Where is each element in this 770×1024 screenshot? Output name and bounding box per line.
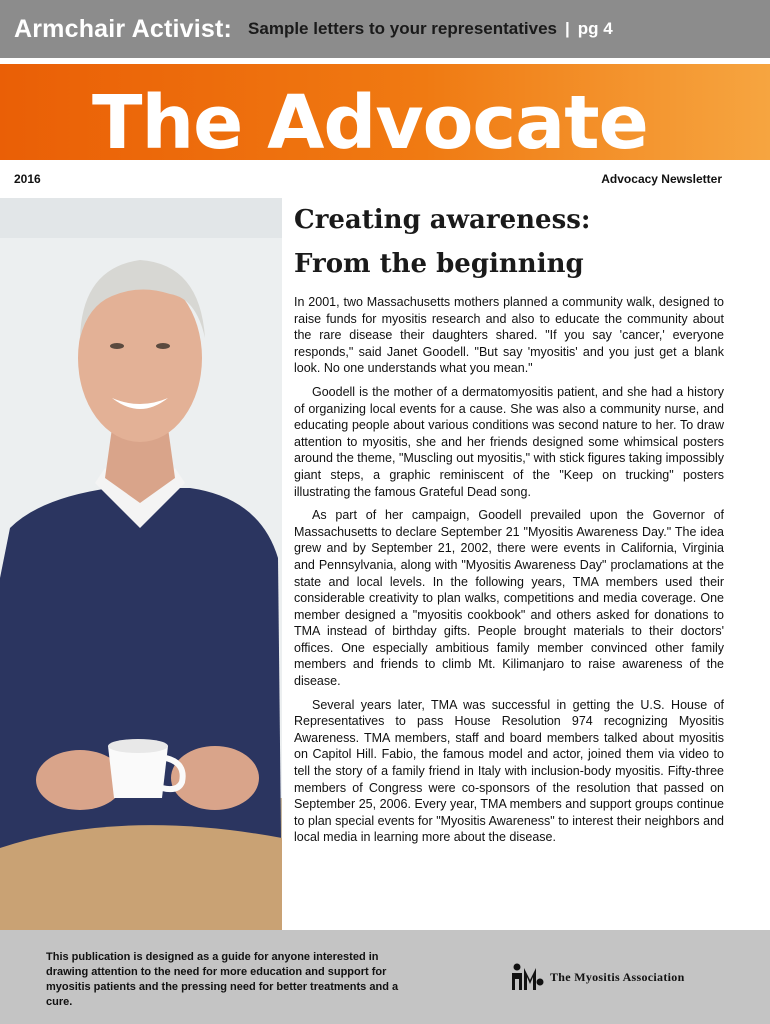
organization-logo (510, 962, 685, 992)
article-body (294, 294, 724, 846)
man-with-coffee-cup-photo (0, 198, 282, 930)
series-title: Armchair Activist: (14, 14, 233, 43)
organization-name: The Myositis Association (550, 969, 685, 984)
headline-line-2: From the beginning (294, 249, 584, 279)
page-number: pg 4 (577, 19, 613, 38)
issue-year: 2016 (14, 172, 41, 186)
article-paragraph: In 2001, two Massachusetts mothers planned a community walk, designed to raise funds for myositis research and also to educate the community about the rare disease their daughters shared. "If you say 'cancer,' everyone responds," said Janet Goodell. "But say 'myositis' and you just get a blank look. No one understands what you mean." (294, 295, 724, 376)
article-paragraph: Goodell is the mother of a dermatomyositis patient, and she had a history of organizing local events for a cause. She was also a community nurse, and educating people about various conditions was second nature to her. To draw attention to myositis, she and her friends designed some whimsical posters around the theme, "Muscling out myositis," with stick figures taking impossibly giant steps, a graphic reminiscent of the "Keep on trucking" posters illustrating the famous Grateful Dead song. (294, 384, 724, 499)
newsletter-title: The Advocate (92, 80, 648, 160)
date-row (0, 160, 770, 198)
headline-line-1: Creating awareness: (294, 205, 591, 235)
article (294, 198, 724, 853)
photo-illustration (0, 198, 282, 930)
header-bar (0, 0, 770, 58)
footer (0, 930, 770, 1024)
series-subtitle: Sample letters to your representatives (248, 19, 557, 38)
header-separator: | (565, 19, 570, 38)
footer-note: This publication is designed as a guide for anyone interested in drawing attention to the need for more education and support for myositis patients and the pressing need for better treatments and a cure. (46, 951, 399, 1008)
myositis-association-logo-icon (510, 962, 544, 992)
article-paragraph: Several years later, TMA was successful in getting the U.S. House of Representatives to pass House Resolution 974 recognizing Myositis Awareness. TMA members, staff and board members talked about myositis on Capitol Hill. Fabio, the famous model and actor, joined them via video to tell the story of a family friend in Italy with inclusion-body myositis. Fifty-three members of Congress were co-sponsors of the resolution that passed on September 25, 2006. Every year, TMA members and support groups continue to plan special events for "Myositis Awareness" to interest their neighbors and local media in learning more about the disease. (294, 697, 724, 845)
article-headline (294, 198, 724, 286)
newsletter-type: Advocacy Newsletter (601, 172, 722, 186)
article-paragraph: As part of her campaign, Goodell prevailed upon the Governor of Massachusetts to declare September 21 "Myositis Awareness Day." The idea grew and by September 21, 2002, there were events in California, Virginia and Pennsylvania, along with "Myositis Awareness Day" proclamations at the state and local levels. In the following years, TMA members used their considerable creativity to plan walks, competitions and media coverage. One member designed a "myositis cookbook" and others asked for donations to TMA instead of birthday gifts. People brought materials to their doctors' offices. One especially ambitious family member convinced other family members and friends to climb Mt. Kilimanjaro to raise awareness of the disease. (294, 508, 724, 689)
masthead-banner (0, 64, 770, 160)
